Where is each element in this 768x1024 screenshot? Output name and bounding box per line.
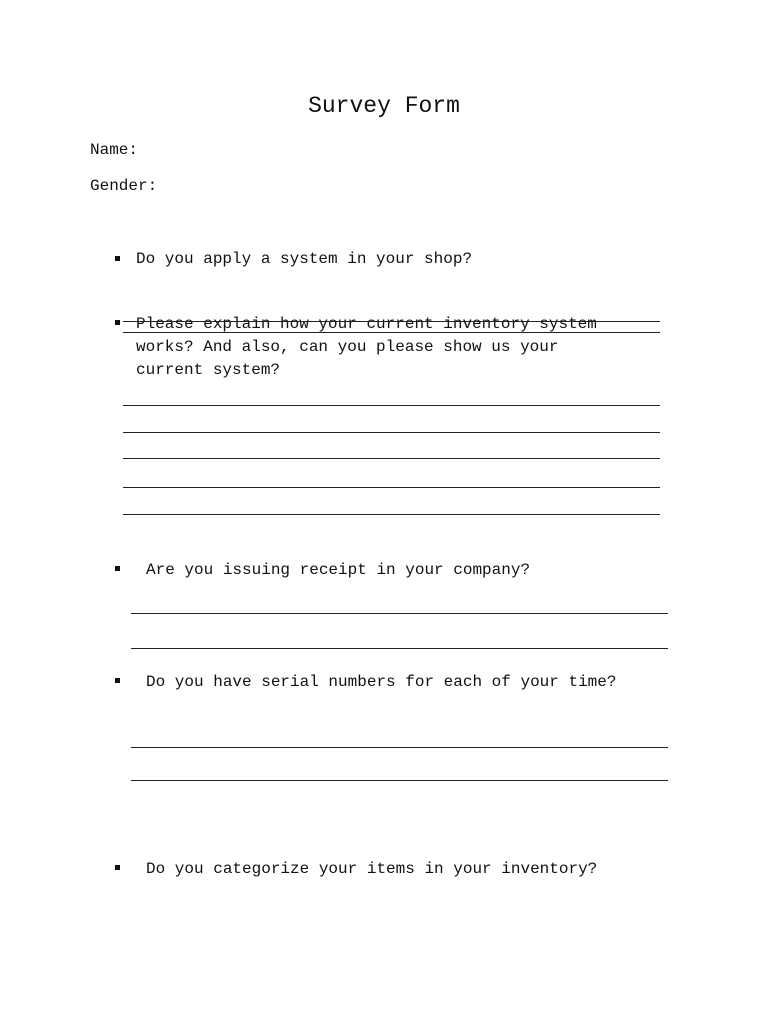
answer-line[interactable] — [123, 432, 660, 433]
question-2-line-3: current system? — [136, 361, 281, 379]
answer-line[interactable] — [131, 613, 668, 614]
question-4: Do you have serial numbers for each of your time? — [146, 673, 617, 691]
question-2-line-2: works? And also, can you please show us your — [136, 338, 559, 356]
answer-line[interactable] — [131, 648, 668, 649]
answer-line[interactable] — [123, 514, 660, 515]
bullet-icon — [115, 256, 120, 261]
strikethrough-line — [123, 332, 660, 333]
question-3: Are you issuing receipt in your company? — [146, 561, 531, 579]
answer-line[interactable] — [123, 405, 660, 406]
answer-line[interactable] — [131, 780, 668, 781]
page-title: Survey Form — [308, 93, 460, 119]
name-label: Name: — [90, 141, 139, 159]
question-1: Do you apply a system in your shop? — [136, 250, 473, 268]
answer-line[interactable] — [131, 747, 668, 748]
question-5: Do you categorize your items in your inventory? — [146, 860, 598, 878]
gender-label: Gender: — [90, 177, 158, 195]
answer-line[interactable] — [123, 487, 660, 488]
bullet-icon — [115, 320, 120, 325]
bullet-icon — [115, 566, 120, 571]
bullet-icon — [115, 678, 120, 683]
bullet-icon — [115, 865, 120, 870]
answer-line[interactable] — [123, 458, 660, 459]
question-2-line-1: Please explain how your current inventory system — [136, 315, 597, 333]
strikethrough-line — [123, 321, 660, 322]
